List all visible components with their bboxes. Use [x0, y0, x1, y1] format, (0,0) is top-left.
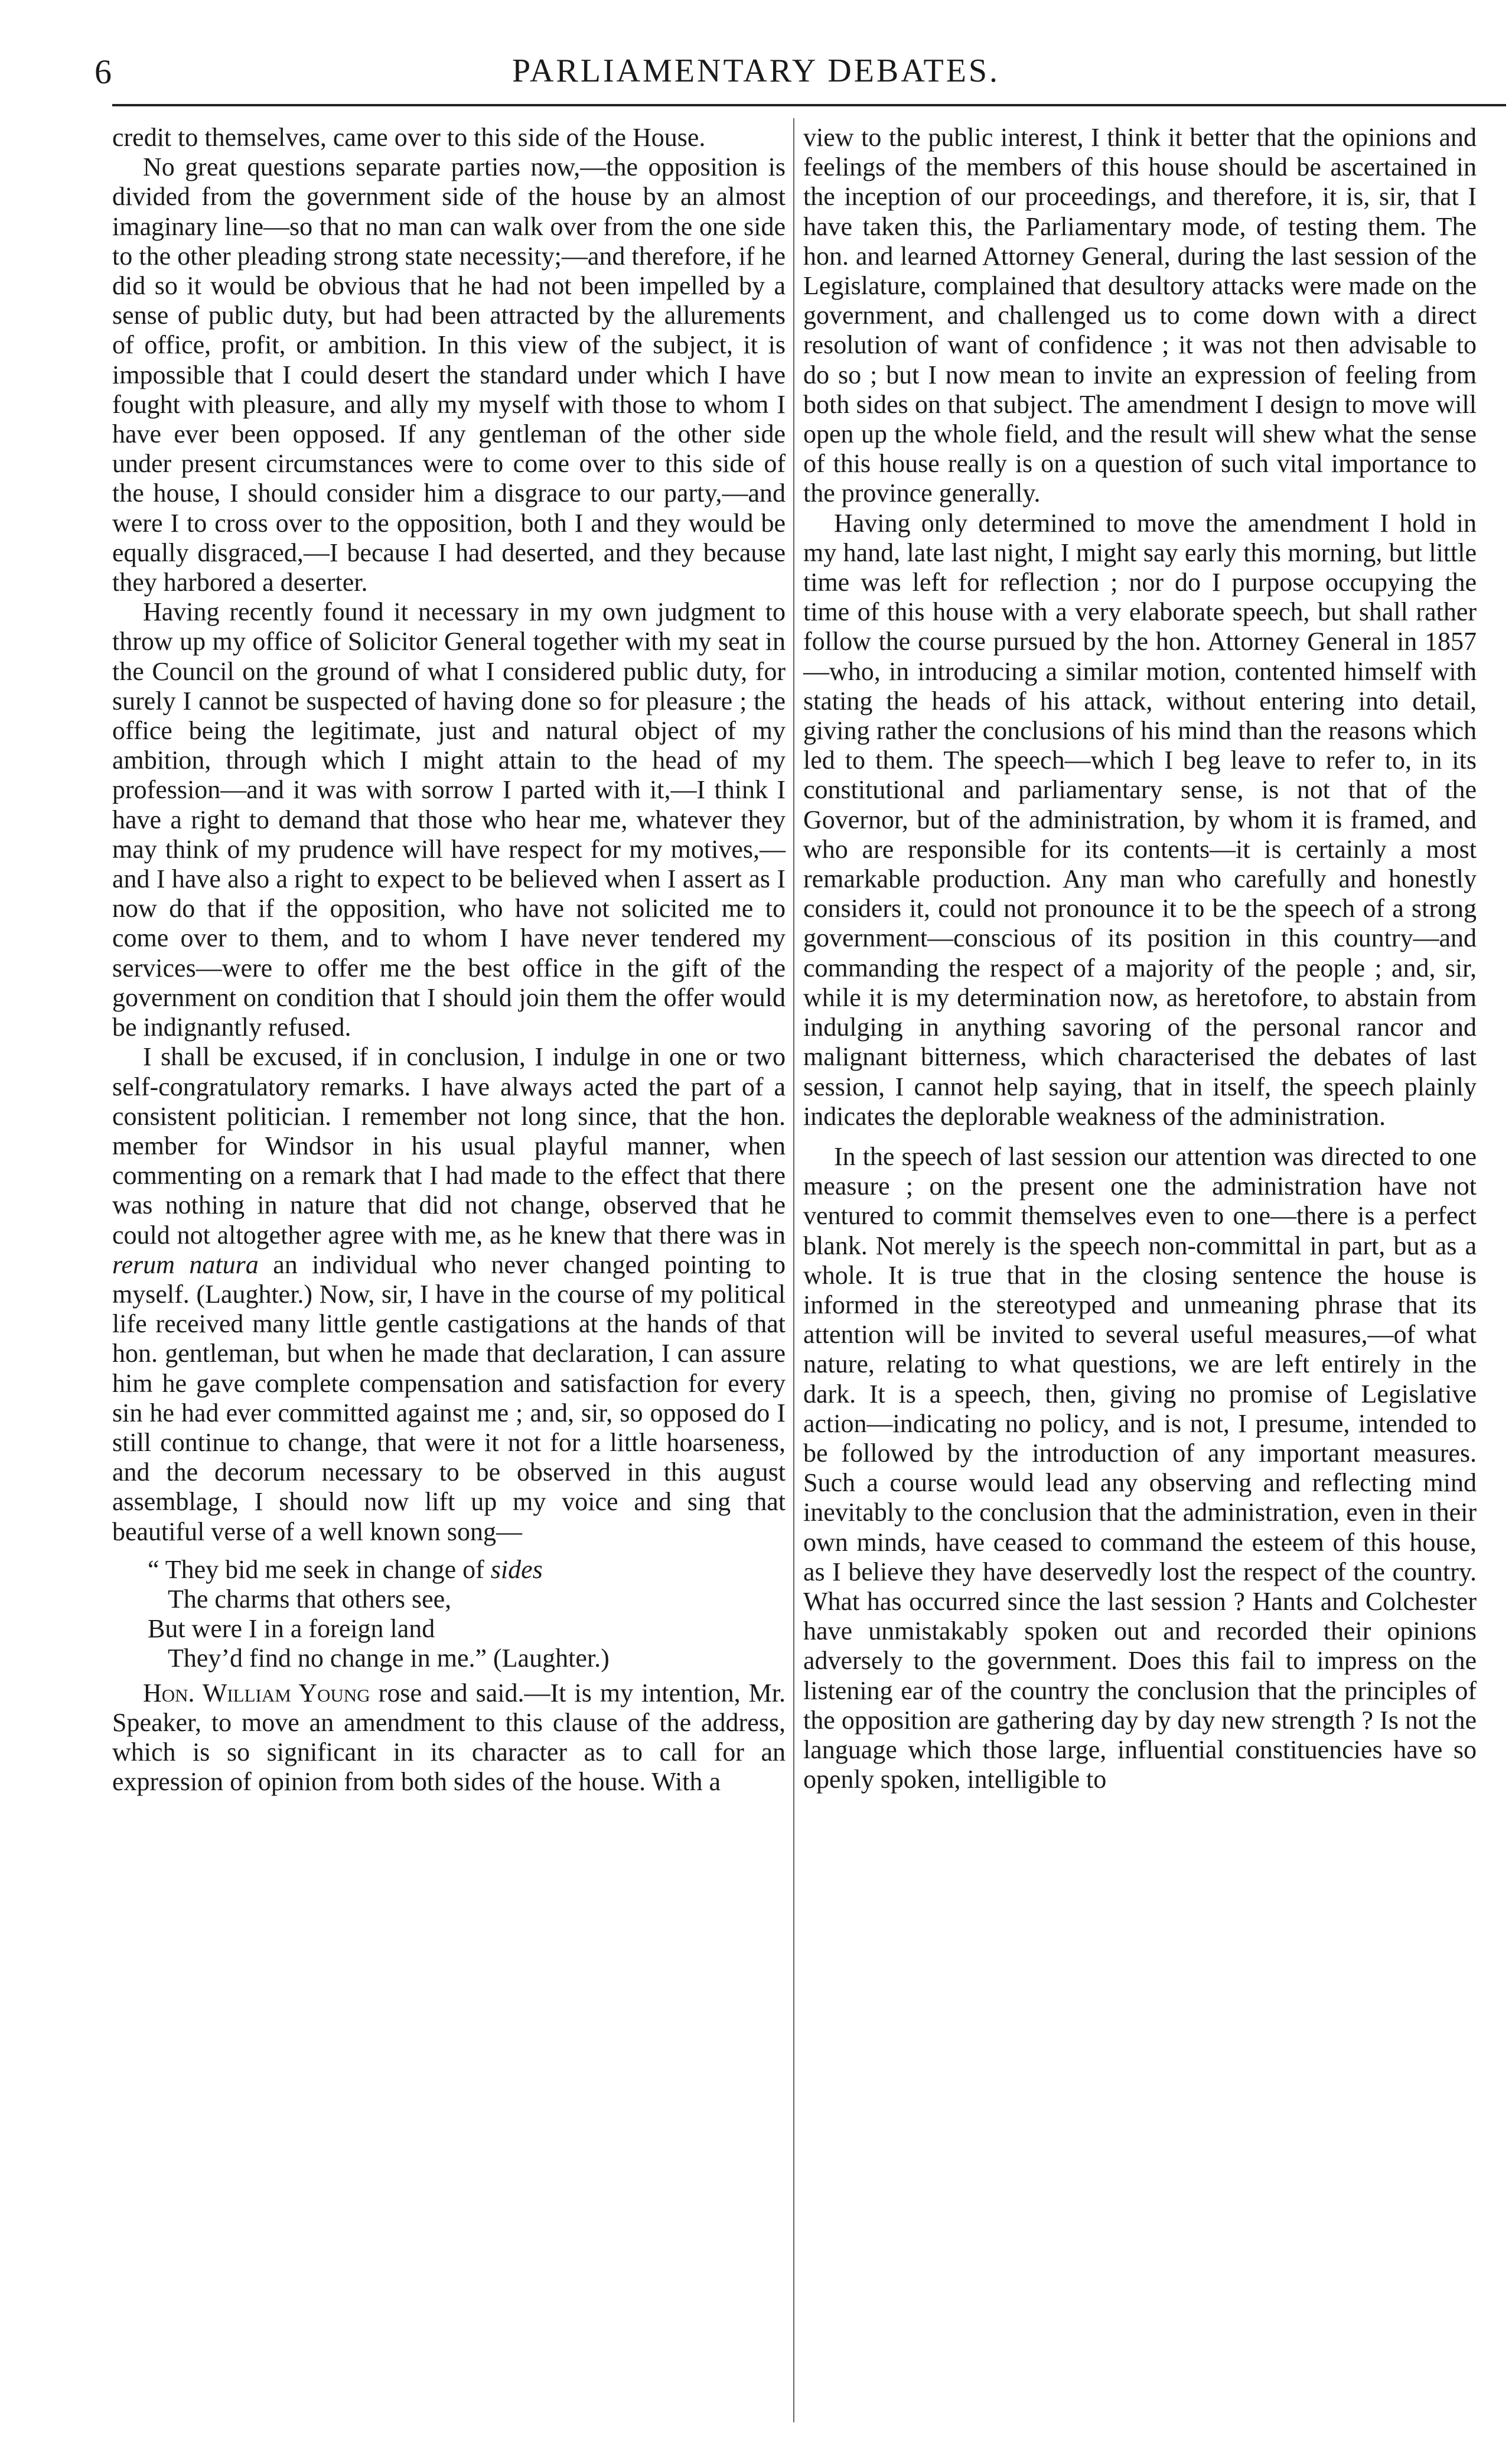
verse-line: They’d find no change in me.” (Laughter.) [168, 1644, 610, 1673]
left-column [112, 123, 786, 1797]
header-rule [112, 104, 1506, 106]
running-title: PARLIAMENTARY DEBATES. [511, 53, 1001, 89]
speaker-name: Hon. William Young [143, 1678, 370, 1707]
column-divider [793, 118, 794, 2422]
paragraph: credit to themselves, came over to this side of the House. [112, 123, 706, 152]
verse-line: But were I in a foreign land [148, 1614, 435, 1644]
paragraph: No great questions separate parties now,—the opposition is divided from the government side of the house by an almost imaginary line—so that no man can walk over from the one side to the other pleading strong state necessity;—and therefore, if he did so it would be obvious that he had not been impelled by a sense of public duty, but had been attracted by the allurements of office, profit, or ambition. In this view of the subject, it is impossible that I could desert the standard under which I have fought with pleasure, and ally my myself with those to whom I have ever been opposed. If any gentleman of the other side under present circumstances were to come over to this side of the house, I should consider him a disgrace to our party,—and were I to cross over to the opposition, both I and they would be equally disgraced,—I because I had deserted, and they because they harbored a deserter. [112, 152, 786, 597]
paragraph-text: I shall be excused, if in conclusion, I indulge in one or two self-congratulatory remarks. I have always acted the part of a consistent politician. I remember not long since, that the hon. member for Windsor in his usual playful manner, when commenting on a remark that I had made to the effect that there was nothing in nature that did not change, observed that he could not altogether agree with me, as he knew that there was in [112, 1042, 786, 1250]
paragraph: view to the public interest, I think it better that the opinions and feelings of the members of this house should be ascertained in the inception of our proceedings, and therefore, it is, sir, that I have taken this, the Parliamentary mode, of testing them. The hon. and learned Attorney General, during the last session of the Legislature, complained that desultory attacks were made on the government, and challenged us to come down with a direct resolution of want of confidence ; it was not then advisable to do so ; but I now mean to invite an expression of feeling from both sides on that subject. The amendment I design to move will open up the whole field, and the result will shew what the sense of this house really is on a question of such vital importance to the province generally. [803, 123, 1477, 508]
paragraph-gap [803, 1131, 1477, 1142]
paragraph [112, 1678, 786, 1797]
paragraph [112, 1042, 786, 1546]
latin-phrase: rerum natura [112, 1250, 259, 1279]
verse-line: “ They bid me seek in change of sides [148, 1554, 543, 1584]
verse-line: The charms that others see, [168, 1584, 452, 1614]
paragraph: Having only determined to move the amendment I hold in my hand, late last night, I might say early this morning, but little time was left for reflection ; nor do I purpose occupying the time of this house with a very elaborate speech, but shall rather follow the course pursued by the hon. Attorney General in 1857—who, in introducing a similar motion, contented himself with stating the heads of his attack, without entering into detail, giving rather the conclusions of his mind than the reasons which led to them. The speech—which I beg leave to refer to, in its constitutional and parliamentary sense, is not that of the Governor, but of the administration, by whom it is framed, and who are responsible for its contents—it is certainly a most remarkable production. Any man who carefully and honestly considers it, could not pronounce it to be the speech of a strong government—conscious of its position in this country—and commanding the respect of a majority of the people ; and, sir, while it is my determination now, as heretofore, to abstain from indulging in anything savoring of the personal rancor and malignant bitterness, which characterised the debates of last session, I cannot help saying, that in itself, the speech plainly indicates the deplorable weakness of the administration. [803, 508, 1477, 1131]
paragraph: Having recently found it necessary in my own judgment to throw up my office of Solicitor General together with my seat in the Council on the ground of what I considered public duty, for surely I cannot be suspected of having done so for pleasure ; the office being the legitimate, just and natural object of my ambition, through which I might attain to the head of my profession—and it was with sorrow I parted with it,—I think I have a right to demand that those who hear me, whatever they may think of my prudence will have respect for my motives,—and I have also a right to expect to be believed when I assert as I now do that if the opposition, who have not solicited me to come over to them, and to whom I have never tendered my services—were to offer me the best office in the gift of the government on condition that I should join them the offer would be indignantly refused. [112, 597, 786, 1042]
paragraph-text: an individual who never changed pointing to myself. (Laughter.) Now, sir, I have in the course of my political life received many little gentle castigations at the hands of that hon. gentleman, but when he made that declaration, I can assure him he gave complete compensation and satisfaction for every sin he had ever committed against me ; and, sir, so opposed do I still continue to change, that were it not for a little hoarseness, and the decorum necessary to be observed in this august assemblage, I should now lift up my voice and sing that beautiful verse of a well known song— [112, 1250, 786, 1546]
right-column [803, 123, 1477, 1794]
page-number: 6 [94, 53, 112, 91]
paragraph-text: rose and said.—It is my intention, Mr. Speaker, to move an amendment to this clause of the address, which is so significant in its character as to call for an expression of opinion from both sides of the house. With a [112, 1678, 786, 1797]
paragraph: In the speech of last session our attention was directed to one measure ; on the present one the administration have not ventured to commit themselves even to one—there is a perfect blank. Not merely is the speech non-committal in part, but as a whole. It is true that in the closing sentence the house is informed in the stereotyped and unmeaning phrase that its attention will be invited to several useful measures,—of what nature, relating to what questions, we are left entirely in the dark. It is a speech, then, giving no promise of Legislative action—indicating no policy, and is not, I presume, intended to be followed by the introduction of any important measures. Such a course would lead any observing and reflecting mind inevitably to the conclusion that the administration, even in their own minds, have ceased to command the esteem of this house, as I believe they have deservedly lost the respect of the country. What has occurred since the last session ? Hants and Colchester have unmistakably spoken out and recorded their opinions adversely to the government. Does this fail to impress on the listening ear of the country the conclusion that the principles of the opposition are gathering day by day new strength ? Is not the language which those large, influential constituencies have so openly spoken, intelligible to [803, 1141, 1477, 1794]
song-verse [148, 1555, 786, 1674]
